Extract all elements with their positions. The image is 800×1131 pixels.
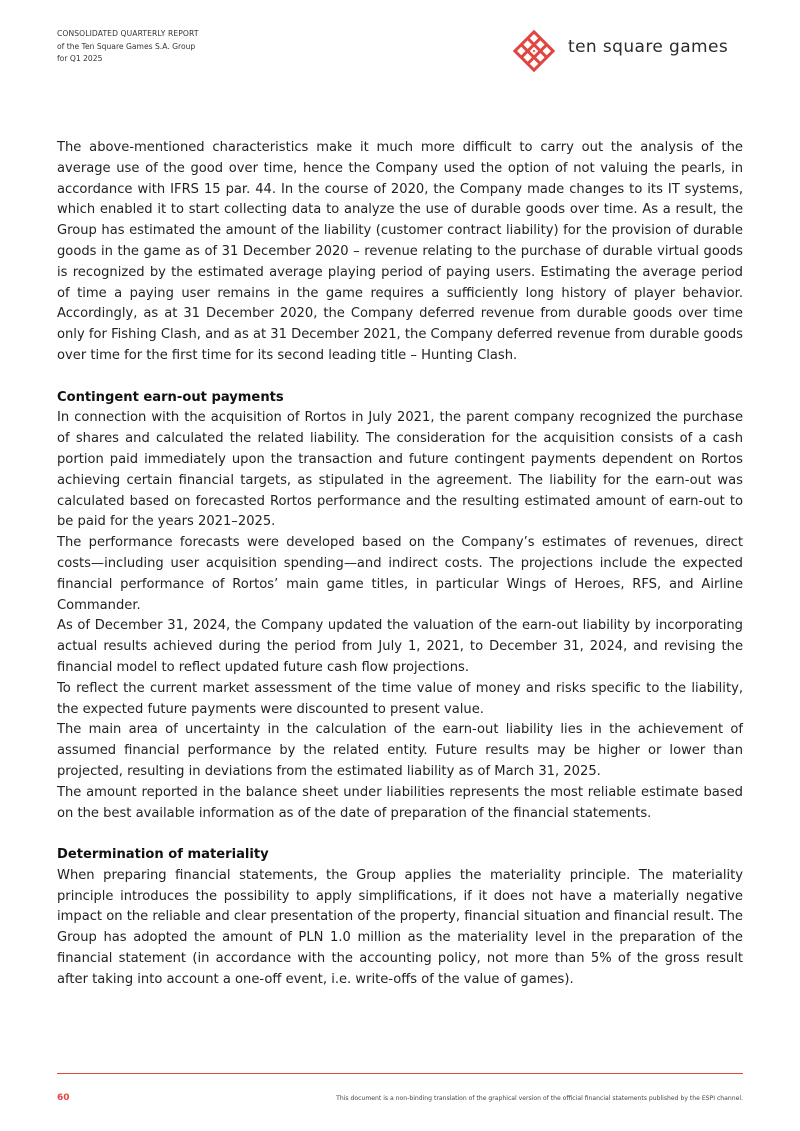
intro-paragraph: The above-mentioned characteristics make it much more difficult to carry out the analysis of the average use of the good over time, hence the Company used the option of not valuing the pearls, in accordance with IFRS 15 par. 44. In the course of 2020, the Company made changes to its IT systems, which enabled it to start collecting data to analyze the use of durable goods over time. As a result, the Group has estimated the amount of the liability (customer contract liability) for the provision of durable goods in the game as of 31 December 2020 – revenue relating to the purchase of durable virtual goods is recognized by the estimated average playing period of paying users. Estimating the average period of time a paying user remains in the game requires a sufficiently long history of player behavior. Accordingly, as at 31 December 2020, the Company deferred revenue from durable goods over time only for Fishing Clash, and as at 31 December 2021, the Company deferred revenue from durable goods over time for the first time for its second leading title – Hunting Clash. — [57, 140, 743, 363]
report-company: of the Ten Square Games S.A. Group — [57, 41, 196, 51]
company-logo — [511, 28, 747, 74]
footer-divider — [57, 1073, 743, 1074]
report-title: CONSOLIDATED QUARTERLY REPORT — [57, 29, 199, 38]
materiality-paragraph: When preparing financial statements, the Group applies the materiality principle. The materiality principle introduces the possibility to apply simplifications, if it does not have a materially negative impact on the reliable and clear presentation of the property, financial situation and financial result. The Group has adopted the amount of PLN 1.0 million as the materiality level in the preparation of the financial statement (in accordance with the accounting policy, not more than 5% of the gross result after taking into account a one-off event, i.e. write-offs of the value of games). — [57, 867, 743, 987]
logo-brand-text: ten square games — [568, 37, 729, 57]
earnout-paragraph: The performance forecasts were developed based on the Company’s estimates of revenues, direct costs—including user acquisition spending—and indirect costs. The projections include the expected financial performance of Rortos’ main game titles, in particular Wings of Heroes, RFS, and Airline Commander. — [57, 535, 743, 613]
earnout-paragraph: The amount reported in the balance sheet under liabilities represents the most reliable estimate based on the best available information as of the date of preparation of the financial statements. — [57, 784, 743, 821]
document-body — [57, 138, 743, 991]
page-number: 60 — [57, 1093, 70, 1103]
materiality-heading: Determination of materiality — [57, 847, 269, 863]
earnout-paragraph: To reflect the current market assessment of the time value of money and risks specific to the liability, the expected future payments were discounted to present value. — [57, 680, 743, 717]
earnout-paragraph: In connection with the acquisition of Rortos in July 2021, the parent company recognized the purchase of shares and calculated the related liability. The consideration for the acquisition consists of a cash portion paid immediately upon the transaction and future contingent payments dependent on Rortos achieving certain financial targets, as stipulated in the agreement. The liability for the earn-out was calculated based on forecasted Rortos performance and the resulting estimated amount of earn-out to be paid for the years 2021–2025. — [57, 410, 743, 530]
earnout-heading: Contingent earn-out payments — [57, 389, 284, 405]
report-header — [57, 28, 199, 66]
earnout-paragraph: The main area of uncertainty in the calculation of the earn-out liability lies in the achievement of assumed financial performance by the related entity. Future results may be higher or lower than projected, resulting in deviations from the estimated liability as of March 31, 2025. — [57, 722, 743, 779]
footer-disclaimer: This document is a non-binding translation of the graphical version of the official financial statements published by the ESPI channel. — [336, 1095, 743, 1102]
report-period: for Q1 2025 — [57, 54, 103, 63]
logo-diamond-icon — [511, 28, 557, 74]
earnout-paragraph: As of December 31, 2024, the Company updated the valuation of the earn-out liability by incorporating actual results achieved during the period from July 1, 2021, to December 31, 2024, and revising the financial model to reflect updated future cash flow projections. — [57, 618, 743, 675]
